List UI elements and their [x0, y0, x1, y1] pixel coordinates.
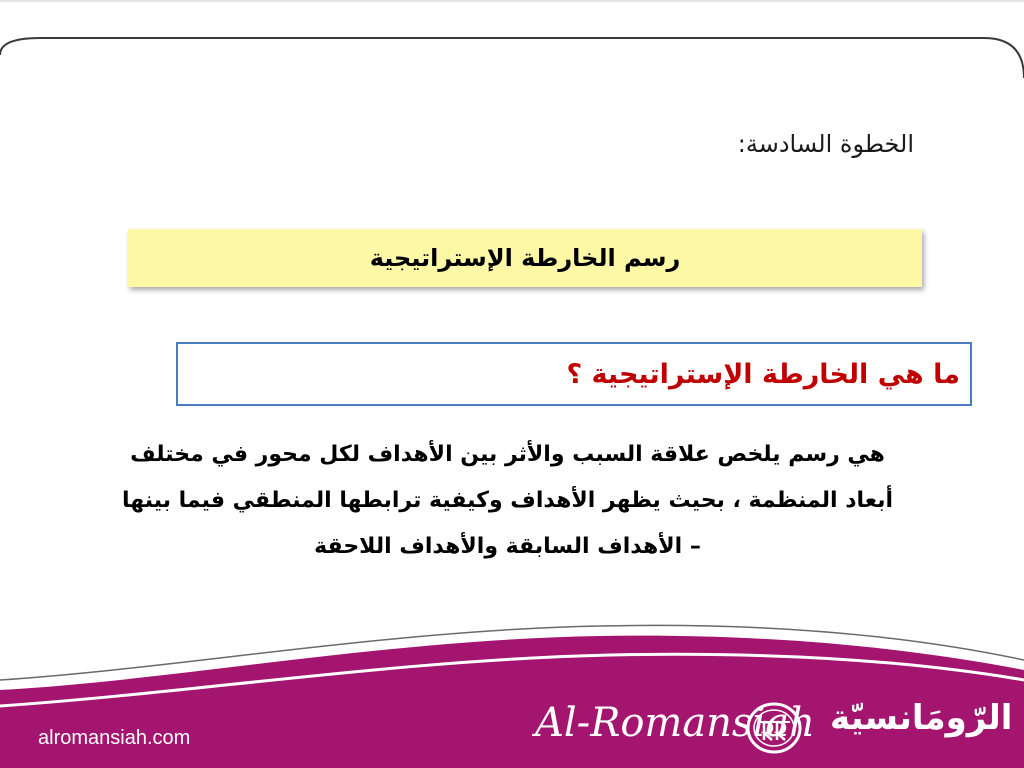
definition-text — [50, 432, 965, 570]
brand-logo-latin: Al-Romansiah — [535, 700, 815, 746]
definition-line: – الأهداف السابقة والأهداف اللاحقة — [314, 534, 701, 559]
definition-line: هي رسم يلخص علاقة السبب والأثر بين الأهداف لكل محور في مختلف — [130, 442, 885, 467]
website-url: alromansiah.com — [38, 727, 191, 749]
question-heading: ما هي الخارطة الإستراتيجية ؟ — [566, 358, 960, 390]
definition-line: أبعاد المنظمة ، بحيث يظهر الأهداف وكيفية ترابطها المنطقي فيما بينها — [121, 488, 894, 513]
section-title-box — [128, 229, 922, 287]
brand-logo-arabic: الرّومَانسيّة — [830, 698, 1013, 738]
frame-top-outline — [0, 38, 1024, 78]
question-box — [176, 342, 972, 406]
rr-emblem-icon — [744, 700, 804, 756]
section-title: رسم الخارطة الإستراتيجية — [369, 244, 681, 272]
step-heading: الخطوة السادسة: — [737, 130, 914, 158]
